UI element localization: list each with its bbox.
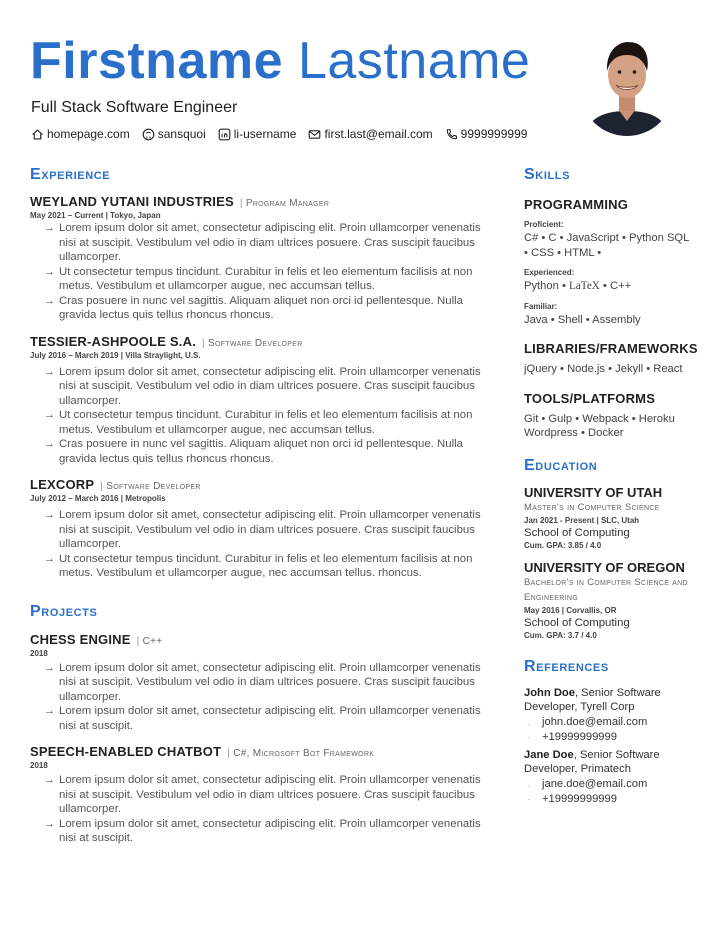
skill-level-label: Experienced:: [524, 268, 575, 277]
edu-meta: May 2016 | Corvallis, OR: [524, 605, 617, 615]
project-tech: | C#, Microsoft Bot Framework: [227, 748, 374, 759]
ref-email: john.doe@email.com: [542, 715, 648, 728]
job-entry: [30, 194, 500, 323]
projects-heading: Projects: [30, 602, 98, 620]
experience-heading: Experience: [30, 166, 111, 183]
bullet: → Ut consectetur tempus tincidunt. Curabitur in felis et leo elementum facilisis at non metus. Vestibulum et ullamcorper augue, nec accumsan tellus.: [30, 408, 500, 437]
contact-email[interactable]: [308, 127, 432, 141]
job-role: | Program Manager: [240, 198, 329, 209]
skill-text: • C++: [599, 280, 632, 292]
job-org: WEYLAND YUTANI INDUSTRIES: [30, 194, 234, 209]
contact-text: first.last@email.com: [324, 127, 433, 141]
project-tech: | C++: [137, 636, 163, 647]
mail-icon: [308, 128, 321, 141]
latex-text: LaTeX: [568, 280, 600, 292]
project-bullets: [30, 661, 500, 734]
contact-phone[interactable]: [445, 127, 528, 141]
edu-gpa: Cum. GPA: 3.85 / 4.0: [524, 540, 602, 550]
contact-text: homepage.com: [47, 127, 130, 141]
reference-entry: [524, 748, 694, 777]
phone-icon: ·: [527, 732, 531, 742]
skill-list: [524, 279, 694, 294]
bullet: → Lorem ipsum dolor sit amet, consectetur adipiscing elit. Proin ullamcorper venenatis nisi at suscipit. Vestibulum vel odio in diam ultrices posuere. Cras suscipit faucibus ullamcorper.: [30, 773, 500, 817]
full-name: [30, 30, 530, 92]
job-meta: July 2016 – March 2019 | Villa Straylight, U.S.: [30, 350, 201, 360]
bullet: → Lorem ipsum dolor sit amet, consectetur adipiscing elit. Proin ullamcorper venenatis nisi at suscipit.: [30, 817, 500, 846]
contact-text: li-username: [233, 127, 297, 141]
job-entry: [30, 334, 500, 467]
edu-field: School of Computing: [524, 526, 630, 539]
skill-list: C# • C • JavaScript • Python SQL • CSS • HTML •: [524, 232, 689, 259]
phone-icon: [445, 128, 458, 141]
ref-desc: , Senior Software Developer, Primatech: [524, 748, 660, 775]
ref-phone-line[interactable]: [524, 730, 694, 745]
edu-school: UNIVERSITY OF UTAH: [524, 484, 663, 500]
job-role: | Software Developer: [100, 481, 201, 492]
job-meta: July 2012 – March 2016 | Metropolis: [30, 494, 166, 503]
ref-email-line[interactable]: [524, 777, 694, 792]
contact-linkedin[interactable]: [218, 127, 297, 141]
job-bullets: [30, 508, 500, 581]
contact-homepage[interactable]: [31, 127, 130, 141]
contact-text: 9999999999: [460, 127, 528, 141]
ref-phone-line[interactable]: [524, 792, 694, 807]
ref-email-line[interactable]: [524, 715, 694, 730]
skill-list: Git • Gulp • Webpack • Heroku Wordpress • Docker: [524, 412, 675, 439]
bullet: → Ut consectetur tempus tincidunt. Curabitur in felis et leo elementum facilisis at non metus. Vestibulum et ullamcorper augue, nec accumsan tellus. rhoncus.: [30, 552, 500, 581]
job-bullets: [30, 221, 500, 323]
project-entry: [30, 632, 500, 734]
job-org: LEXCORP: [30, 477, 95, 492]
contact-github[interactable]: [142, 127, 206, 141]
github-icon: [142, 128, 155, 141]
project-year: 2018: [30, 648, 48, 658]
skill-level-label: Proficient:: [524, 220, 564, 229]
ref-email: jane.doe@email.com: [542, 777, 648, 790]
edu-meta: Jan 2021 - Present | SLC, Utah: [524, 515, 640, 525]
linkedin-icon: [218, 128, 231, 141]
job-bullets: [30, 365, 500, 467]
project-name: CHESS ENGINE: [30, 631, 131, 647]
job-role: | Software Developer: [202, 338, 303, 349]
ref-name: Jane Doe: [524, 748, 574, 761]
ref-desc: , Senior Software Developer, Tyrell Corp: [524, 686, 661, 713]
project-year: 2018: [30, 761, 48, 770]
skill-category: PROGRAMMING: [524, 197, 629, 212]
skill-category: LIBRARIES/FRAMEWORKS: [524, 341, 698, 356]
edu-field: School of Computing: [524, 616, 630, 629]
bullet: → Lorem ipsum dolor sit amet, consectetur adipiscing elit. Proin ullamcorper venenatis nisi at suscipit. Vestibulum vel odio in diam ultrices posuere. Cras suscipit faucibus ullamcorper.: [30, 661, 500, 705]
bullet: → Cras posuere in nunc vel sagittis. Aliquam aliquet non orci id pellentesque. Nulla gravida lectus quis tellus rhoncus rhoncus.: [30, 294, 500, 323]
skill-list: Java • Shell • Assembly: [524, 313, 641, 326]
bullet: → Lorem ipsum dolor sit amet, consectetur adipiscing elit. Proin ullamcorper venenatis nisi at suscipit.: [30, 704, 500, 733]
mail-icon: .: [527, 779, 531, 789]
ref-name: John Doe: [524, 686, 575, 699]
bullet: → Cras posuere in nunc vel sagittis. Aliquam aliquet non orci id pellentesque. Nulla gravida lectus quis tellus rhoncus rhoncus.: [30, 437, 500, 466]
job-meta: May 2021 – Current | Tokyo, Japan: [30, 211, 161, 220]
ref-phone: +19999999999: [542, 792, 617, 805]
edu-degree: Master's in Computer Science: [524, 501, 660, 513]
profile-photo: [580, 27, 674, 141]
ref-phone: +19999999999: [542, 730, 617, 743]
project-bullets: [30, 773, 500, 846]
edu-school: UNIVERSITY OF OREGON: [524, 559, 685, 575]
job-org: TESSIER-ASHPOOLE S.A.: [30, 333, 197, 349]
skill-text: Python •: [524, 280, 569, 292]
skill-list: jQuery • Node.js • Jekyll • React: [524, 363, 683, 375]
contact-text: sansquoi: [157, 127, 206, 141]
bullet: → Lorem ipsum dolor sit amet, consectetur adipiscing elit. Proin ullamcorper venenatis nisi at suscipit. Vestibulum vel odio in diam ultrices posuere. Cras suscipit faucibus ullamcorper.: [30, 221, 500, 265]
job-entry: [30, 477, 500, 581]
phone-icon: ·: [527, 794, 531, 804]
edu-degree: Bachelor's in Computer Science and Engineering: [524, 576, 688, 603]
headline: Full Stack Software Engineer: [31, 99, 238, 116]
last-name: Lastname: [297, 32, 531, 90]
right-column: [524, 166, 698, 807]
skills-heading: Skills: [524, 166, 571, 183]
bullet: → Lorem ipsum dolor sit amet, consectetur adipiscing elit. Proin ullamcorper venenatis nisi at suscipit. Vestibulum vel odio in diam ultrices posuere. Cras suscipit faucibus ullamcorper.: [30, 365, 500, 409]
home-icon: [31, 128, 44, 141]
edu-gpa: Cum. GPA: 3.7 / 4.0: [524, 630, 597, 640]
mail-icon: .: [527, 717, 531, 727]
first-name: Firstname: [30, 32, 284, 90]
bullet: → Lorem ipsum dolor sit amet, consectetur adipiscing elit. Proin ullamcorper venenatis nisi at suscipit. Vestibulum vel odio in diam ultrices posuere. Cras suscipit faucibus ullamcorper.: [30, 508, 500, 552]
project-name: SPEECH-ENABLED CHATBOT: [30, 744, 222, 759]
skill-category: TOOLS/PLATFORMS: [524, 390, 656, 406]
references-heading: References: [524, 657, 609, 675]
left-column: [30, 166, 500, 846]
bullet: → Ut consectetur tempus tincidunt. Curabitur in felis et leo elementum facilisis at non metus. Vestibulum et ullamcorper augue, nec accumsan tellus.: [30, 265, 500, 294]
project-entry: [30, 744, 500, 846]
projects-section: [30, 603, 500, 846]
education-heading: Education: [524, 456, 598, 474]
reference-entry: [524, 686, 694, 715]
contact-bar: [31, 127, 527, 141]
skill-level-label: Familiar:: [524, 301, 558, 311]
